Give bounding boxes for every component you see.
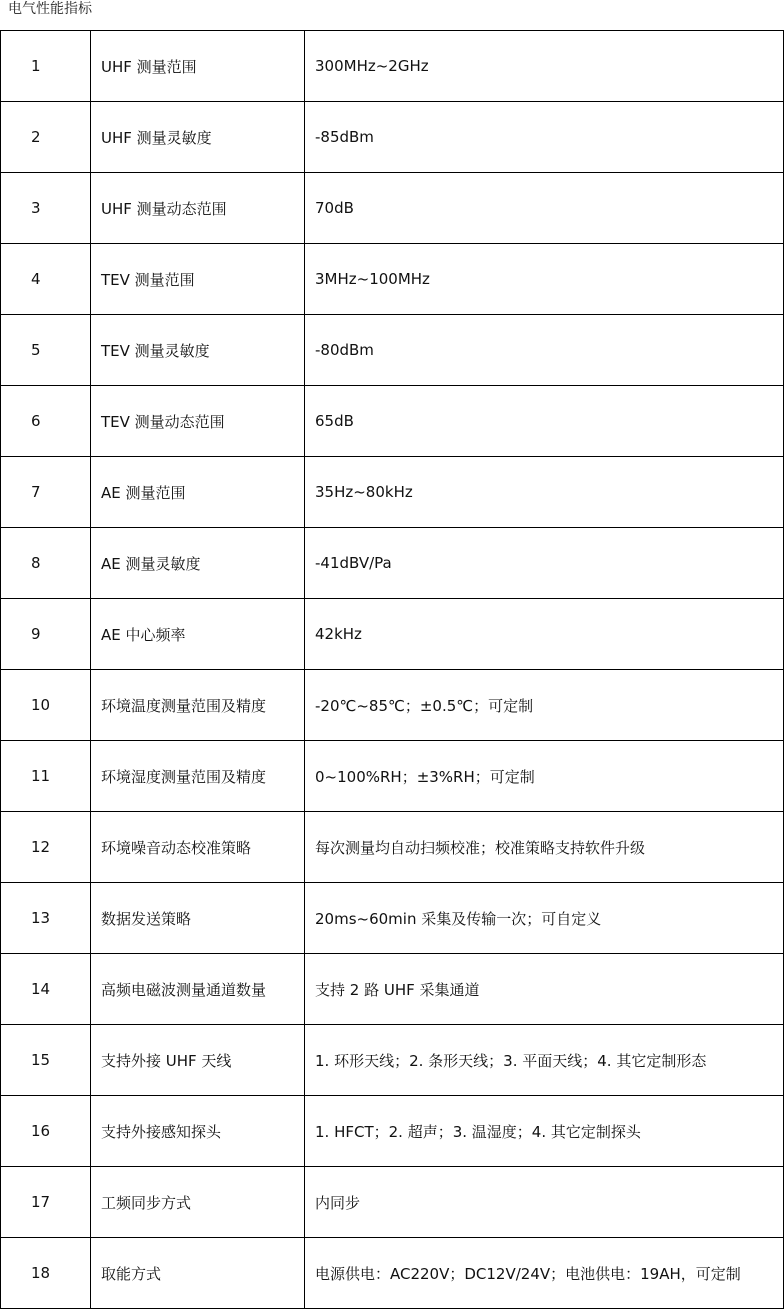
row-item: 工频同步方式 <box>91 1167 305 1238</box>
row-number: 4 <box>1 244 91 315</box>
row-value: -41dBV/Pa <box>305 528 784 599</box>
table-row <box>1 315 784 386</box>
row-item: AE 测量灵敏度 <box>91 528 305 599</box>
spec-table <box>0 30 784 1309</box>
row-number: 12 <box>1 812 91 883</box>
row-value: 35Hz~80kHz <box>305 457 784 528</box>
table-row <box>1 102 784 173</box>
table-row <box>1 812 784 883</box>
row-item: AE 测量范围 <box>91 457 305 528</box>
table-row <box>1 670 784 741</box>
row-item: UHF 测量动态范围 <box>91 173 305 244</box>
row-item: 数据发送策略 <box>91 883 305 954</box>
row-item: 环境湿度测量范围及精度 <box>91 741 305 812</box>
table-row <box>1 244 784 315</box>
row-item: 支持外接感知探头 <box>91 1096 305 1167</box>
row-value: 1. 环形天线；2. 条形天线；3. 平面天线；4. 其它定制形态 <box>305 1025 784 1096</box>
row-item: UHF 测量范围 <box>91 31 305 102</box>
row-number: 5 <box>1 315 91 386</box>
table-row <box>1 741 784 812</box>
row-number: 11 <box>1 741 91 812</box>
row-number: 8 <box>1 528 91 599</box>
row-number: 7 <box>1 457 91 528</box>
table-row <box>1 173 784 244</box>
row-value: 42kHz <box>305 599 784 670</box>
row-item: 高频电磁波测量通道数量 <box>91 954 305 1025</box>
row-item: UHF 测量灵敏度 <box>91 102 305 173</box>
row-number: 10 <box>1 670 91 741</box>
row-value: 1. HFCT；2. 超声；3. 温湿度；4. 其它定制探头 <box>305 1096 784 1167</box>
row-number: 17 <box>1 1167 91 1238</box>
table-row <box>1 386 784 457</box>
row-value: 3MHz~100MHz <box>305 244 784 315</box>
row-value: -20℃~85℃；±0.5℃；可定制 <box>305 670 784 741</box>
row-value: 电源供电：AC220V；DC12V/24V；电池供电：19AH，可定制 <box>305 1238 784 1309</box>
row-number: 6 <box>1 386 91 457</box>
row-item: 环境温度测量范围及精度 <box>91 670 305 741</box>
row-item: TEV 测量灵敏度 <box>91 315 305 386</box>
row-number: 1 <box>1 31 91 102</box>
row-item: TEV 测量动态范围 <box>91 386 305 457</box>
row-number: 15 <box>1 1025 91 1096</box>
spec-table-body <box>1 31 784 1309</box>
row-number: 16 <box>1 1096 91 1167</box>
table-row <box>1 457 784 528</box>
row-value: 20ms~60min 采集及传输一次；可自定义 <box>305 883 784 954</box>
table-row <box>1 528 784 599</box>
section-heading: 电气性能指标 <box>8 1 92 17</box>
row-item: AE 中心频率 <box>91 599 305 670</box>
table-row <box>1 1025 784 1096</box>
row-value: 300MHz~2GHz <box>305 31 784 102</box>
table-row <box>1 599 784 670</box>
table-row <box>1 1167 784 1238</box>
row-item: 支持外接 UHF 天线 <box>91 1025 305 1096</box>
row-value: 70dB <box>305 173 784 244</box>
table-row <box>1 1238 784 1309</box>
row-item: TEV 测量范围 <box>91 244 305 315</box>
row-number: 2 <box>1 102 91 173</box>
row-item: 取能方式 <box>91 1238 305 1309</box>
row-number: 14 <box>1 954 91 1025</box>
row-number: 9 <box>1 599 91 670</box>
row-value: 内同步 <box>305 1167 784 1238</box>
row-value: 每次测量均自动扫频校准；校准策略支持软件升级 <box>305 812 784 883</box>
row-number: 18 <box>1 1238 91 1309</box>
row-value: -85dBm <box>305 102 784 173</box>
row-value: 65dB <box>305 386 784 457</box>
table-row <box>1 954 784 1025</box>
table-row <box>1 1096 784 1167</box>
table-row <box>1 883 784 954</box>
row-value: 0~100%RH；±3%RH；可定制 <box>305 741 784 812</box>
row-value: 支持 2 路 UHF 采集通道 <box>305 954 784 1025</box>
row-number: 13 <box>1 883 91 954</box>
row-number: 3 <box>1 173 91 244</box>
row-item: 环境噪音动态校准策略 <box>91 812 305 883</box>
table-row <box>1 31 784 102</box>
row-value: -80dBm <box>305 315 784 386</box>
